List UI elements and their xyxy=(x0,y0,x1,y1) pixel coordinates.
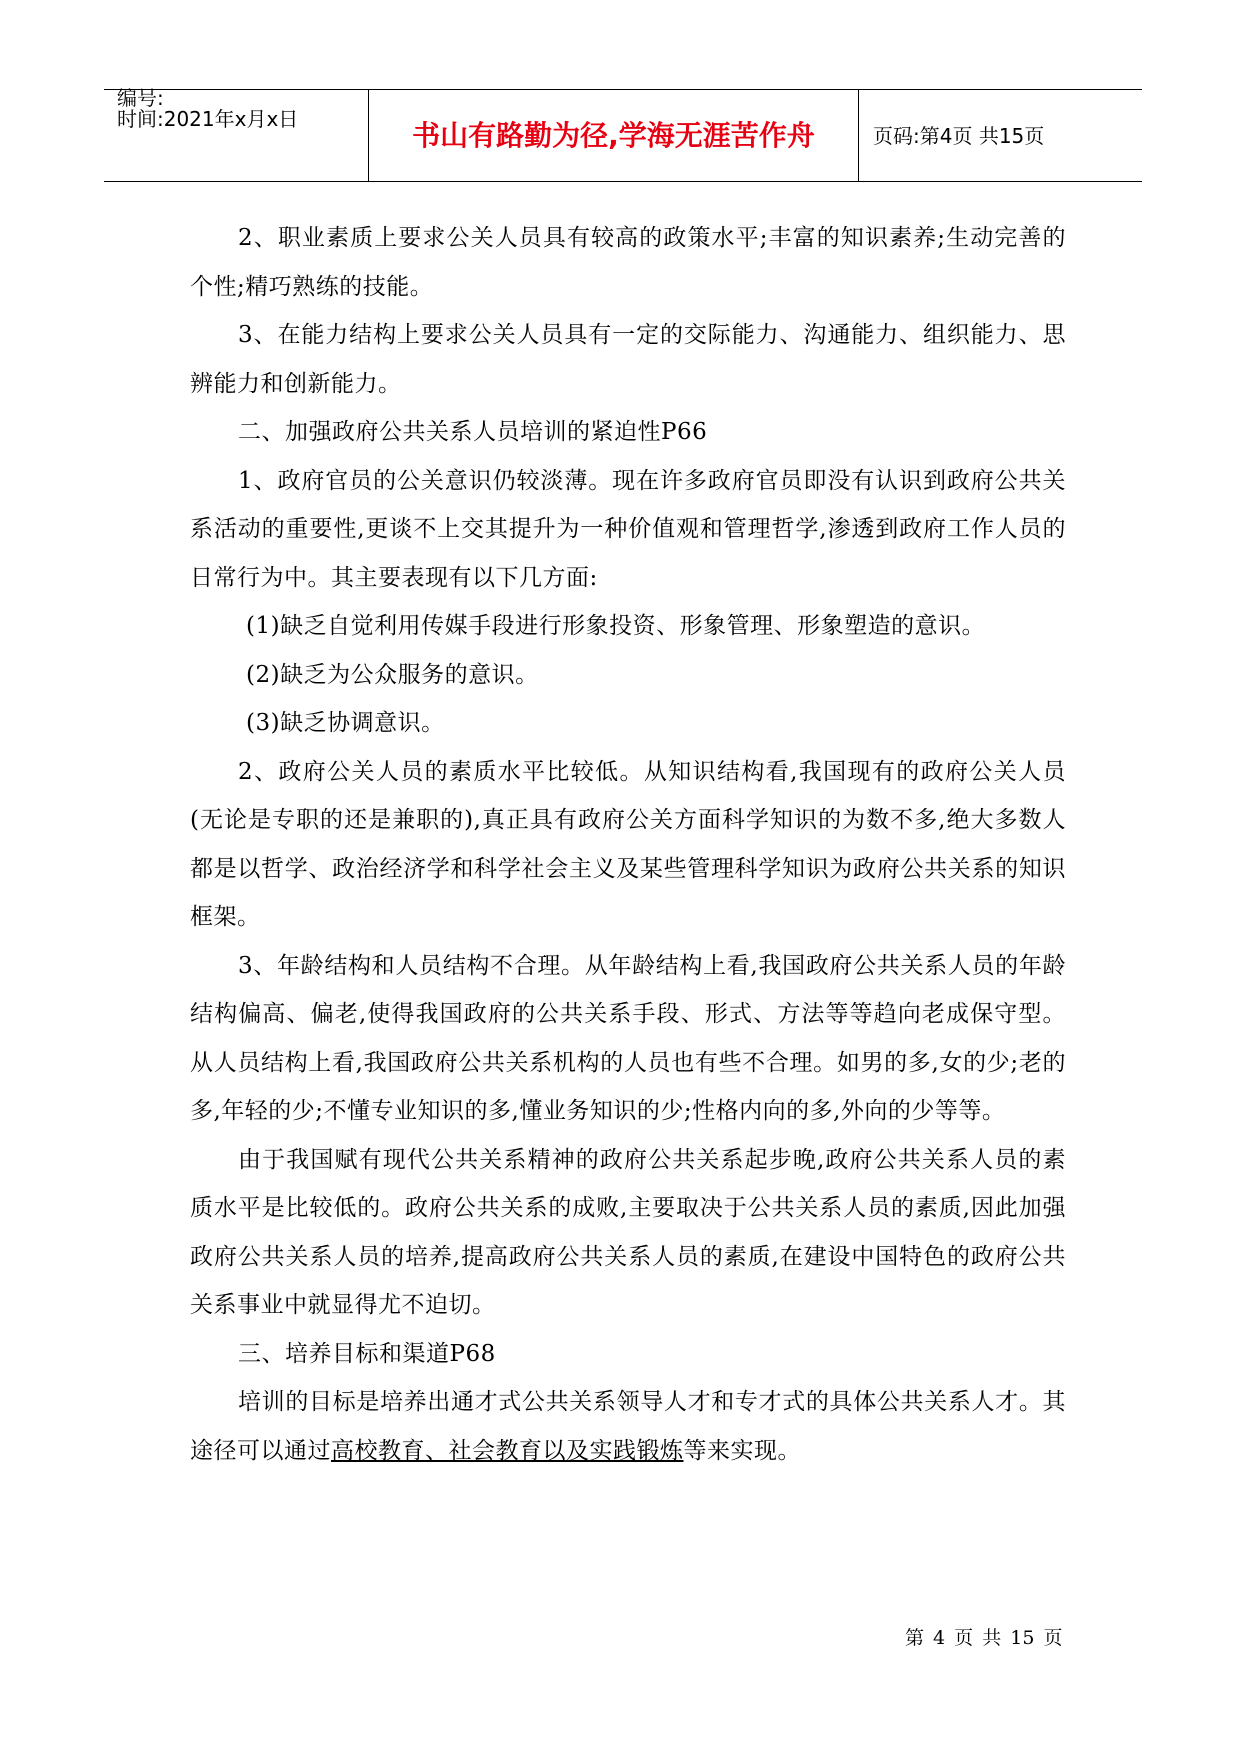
section-heading-urgency: 二、加强政府公共关系人员培训的紧迫性P66 xyxy=(238,419,708,445)
paragraph-pr-awareness: 1、政府官员的公关意识仍较淡薄。现在许多政府官员即没有认识到政府公共关系活动的重要性,更谈不上交其提升为一种价值观和管理哲学,渗透到政府工作人员的日常行为中。其主要表现有以下几方面: xyxy=(190,467,1066,591)
document-time-label: 时间:2021年x月x日 xyxy=(117,107,299,131)
header-page-info: 页码:第4页 共15页 xyxy=(873,124,1045,148)
list-item-media-awareness: (1)缺乏自觉利用传媒手段进行形象投资、形象管理、形象塑造的意识。 xyxy=(246,613,986,639)
section-heading-goals: 三、培养目标和渠道P68 xyxy=(238,1340,496,1367)
document-number-label: 编号: xyxy=(117,86,164,110)
paragraph-summary: 由于我国赋有现代公共关系精神的政府公共关系起步晚,政府公共关系人员的素质水平是比较低的。政府公共关系的成败,主要取决于公共关系人员的素质,因此加强政府公共关系人员的培养,提高政府公共关系人员的素质,在建设中国特色的政府公共关系事业中就显得尤不迫切。 xyxy=(190,1146,1066,1318)
page-footer: 第 4 页 共 15 页 xyxy=(905,1627,1063,1649)
paragraph-training-goal xyxy=(190,1378,1066,1475)
page-header xyxy=(104,86,1142,182)
list-item-coordination-awareness: (3)缺乏协调意识。 xyxy=(246,710,445,736)
list-item-service-awareness: (2)缺乏为公众服务的意识。 xyxy=(246,661,539,688)
training-channels-underlined: 高校教育、社会教育以及实践锻炼 xyxy=(331,1437,684,1464)
document-body xyxy=(190,214,1066,1475)
paragraph-quality-level: 2、政府公关人员的素质水平比较低。从知识结构看,我国现有的政府公关人员(无论是专职的还是兼职的),真正具有政府公关方面科学知识的为数不多,绝大多数人都是以哲学、政治经济学和科学社会主义及某些管理科学知识为政府公共关系的知识框架。 xyxy=(190,758,1066,930)
header-motto: 书山有路勤为径,学海无涯苦作舟 xyxy=(412,119,815,152)
header-page-cell xyxy=(859,90,1142,181)
header-motto-cell xyxy=(369,90,859,181)
paragraph-ability-structure: 3、在能力结构上要求公关人员具有一定的交际能力、沟通能力、组织能力、思辨能力和创新能力。 xyxy=(190,322,1066,397)
paragraph-professional-quality: 2、职业素质上要求公关人员具有较高的政策水平;丰富的知识素养;生动完善的个性;精巧熟练的技能。 xyxy=(190,225,1066,300)
training-goal-ending: 等来实现。 xyxy=(683,1437,801,1464)
header-meta-cell xyxy=(104,86,369,181)
paragraph-age-structure: 3、年龄结构和人员结构不合理。从年龄结构上看,我国政府公共关系人员的年龄结构偏高、偏老,使得我国政府的公共关系手段、形式、方法等等趋向老成保守型。从人员结构上看,我国政府公共关系机构的人员也有些不合理。如男的多,女的少;老的多,年轻的少;不懂专业知识的多,懂业务知识的少;性格内向的多,外向的少等等。 xyxy=(190,952,1066,1124)
training-goal-text: 培训的目标是培养出通才式公共关系领导人才和专才式的具体公共关系人才。其途径可以通过 xyxy=(190,1389,1066,1464)
